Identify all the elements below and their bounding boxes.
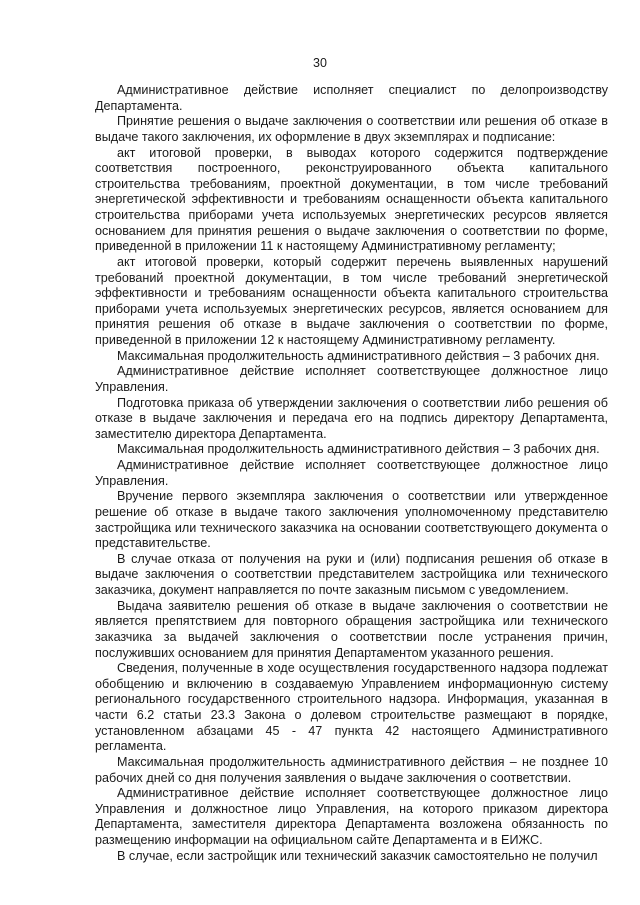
page-number: 30 (313, 56, 327, 70)
paragraph: Максимальная продолжительность административного действия – 3 рабочих дня. (117, 442, 600, 457)
paragraph: Административное действие исполняет специалист по делопроизводству Департамента. (95, 83, 608, 113)
document-body (95, 83, 608, 864)
paragraph: Подготовка приказа об утверждении заключения о соответствии либо решения об отказе в выдаче заключения и передача его на подпись директору Департамента, заместителю директора Департамента. (95, 395, 608, 441)
paragraph: В случае, если застройщик или технический заказчик самостоятельно не получил (117, 848, 598, 863)
paragraph: Выдача заявителю решения об отказе в выдаче заключения о соответствии не является препятствием для повторного обращения застройщика или технического заказчика за выдачей заключения о соответствии после устранения причин, послуживших основанием для принятия Департаментом указанного решения. (95, 598, 608, 660)
paragraph: Сведения, полученные в ходе осуществления государственного надзора подлежат обобщению и включению в создаваемую Управлением информационную систему регионального государственного строительного надзора. Информация, указанная в части 6.2 статьи 23.3 Закона о долевом строительстве размещают в порядке, установленном абзацами 45 - 47 пункта 42 настоящего Административного регламента. (95, 661, 608, 754)
paragraph: Принятие решения о выдаче заключения о соответствии или решения об отказе в выдаче такого заключения, их оформление в двух экземплярах и подписание: (95, 114, 608, 144)
paragraph: акт итоговой проверки, в выводах которого содержится подтверждение соответствия построенного, реконструированного объекта капитального строительства требованиям, проектной документации, в том числе требований энергетической эффективности и требованиям оснащенности объекта капитального строительства приборами учета используемых энергетических ресурсов является основанием для принятия решения о выдаче заключения о соответствии по форме, приведенной в приложении 11 к настоящему Административному регламенту; (95, 145, 608, 254)
paragraph: Максимальная продолжительность административного действия – 3 рабочих дня. (117, 348, 600, 363)
paragraph: Административное действие исполняет соответствующее должностное лицо Управления. (95, 458, 608, 488)
paragraph: акт итоговой проверки, который содержит перечень выявленных нарушений требований проектной документации, в том числе требований энергетической эффективности и требованиям оснащенности объекта капитального строительства приборами учета используемых энергетических ресурсов, является основанием для принятия решения об отказе в выдаче заключения о соответствии по форме, приведенной в приложении 12 к настоящему Административному регламенту. (95, 254, 608, 347)
paragraph: Вручение первого экземпляра заключения о соответствии или утвержденное решение об отказе в выдаче такого заключения уполномоченному представителю застройщика или технического заказчика на основании соответствующего документа о представительстве. (95, 489, 608, 551)
paragraph: Административное действие исполняет соответствующее должностное лицо Управления. (95, 364, 608, 394)
paragraph: Административное действие исполняет соответствующее должностное лицо Управления и должностное лицо Управления, на которого приказом директора Департамента, заместителя директора Департамента возложена обязанность по размещению информации на официальном сайте Департамента и в ЕИЖС. (95, 786, 608, 847)
paragraph: В случае отказа от получения на руки и (или) подписания решения об отказе в выдаче заключения о соответствии представителем застройщика или технического заказчика, документ направляется по почте заказным письмом с уведомлением. (95, 551, 608, 597)
paragraph: Максимальная продолжительность административного действия – не позднее 10 рабочих дней со дня получения заявления о выдаче заключения о соответствии. (95, 754, 608, 785)
